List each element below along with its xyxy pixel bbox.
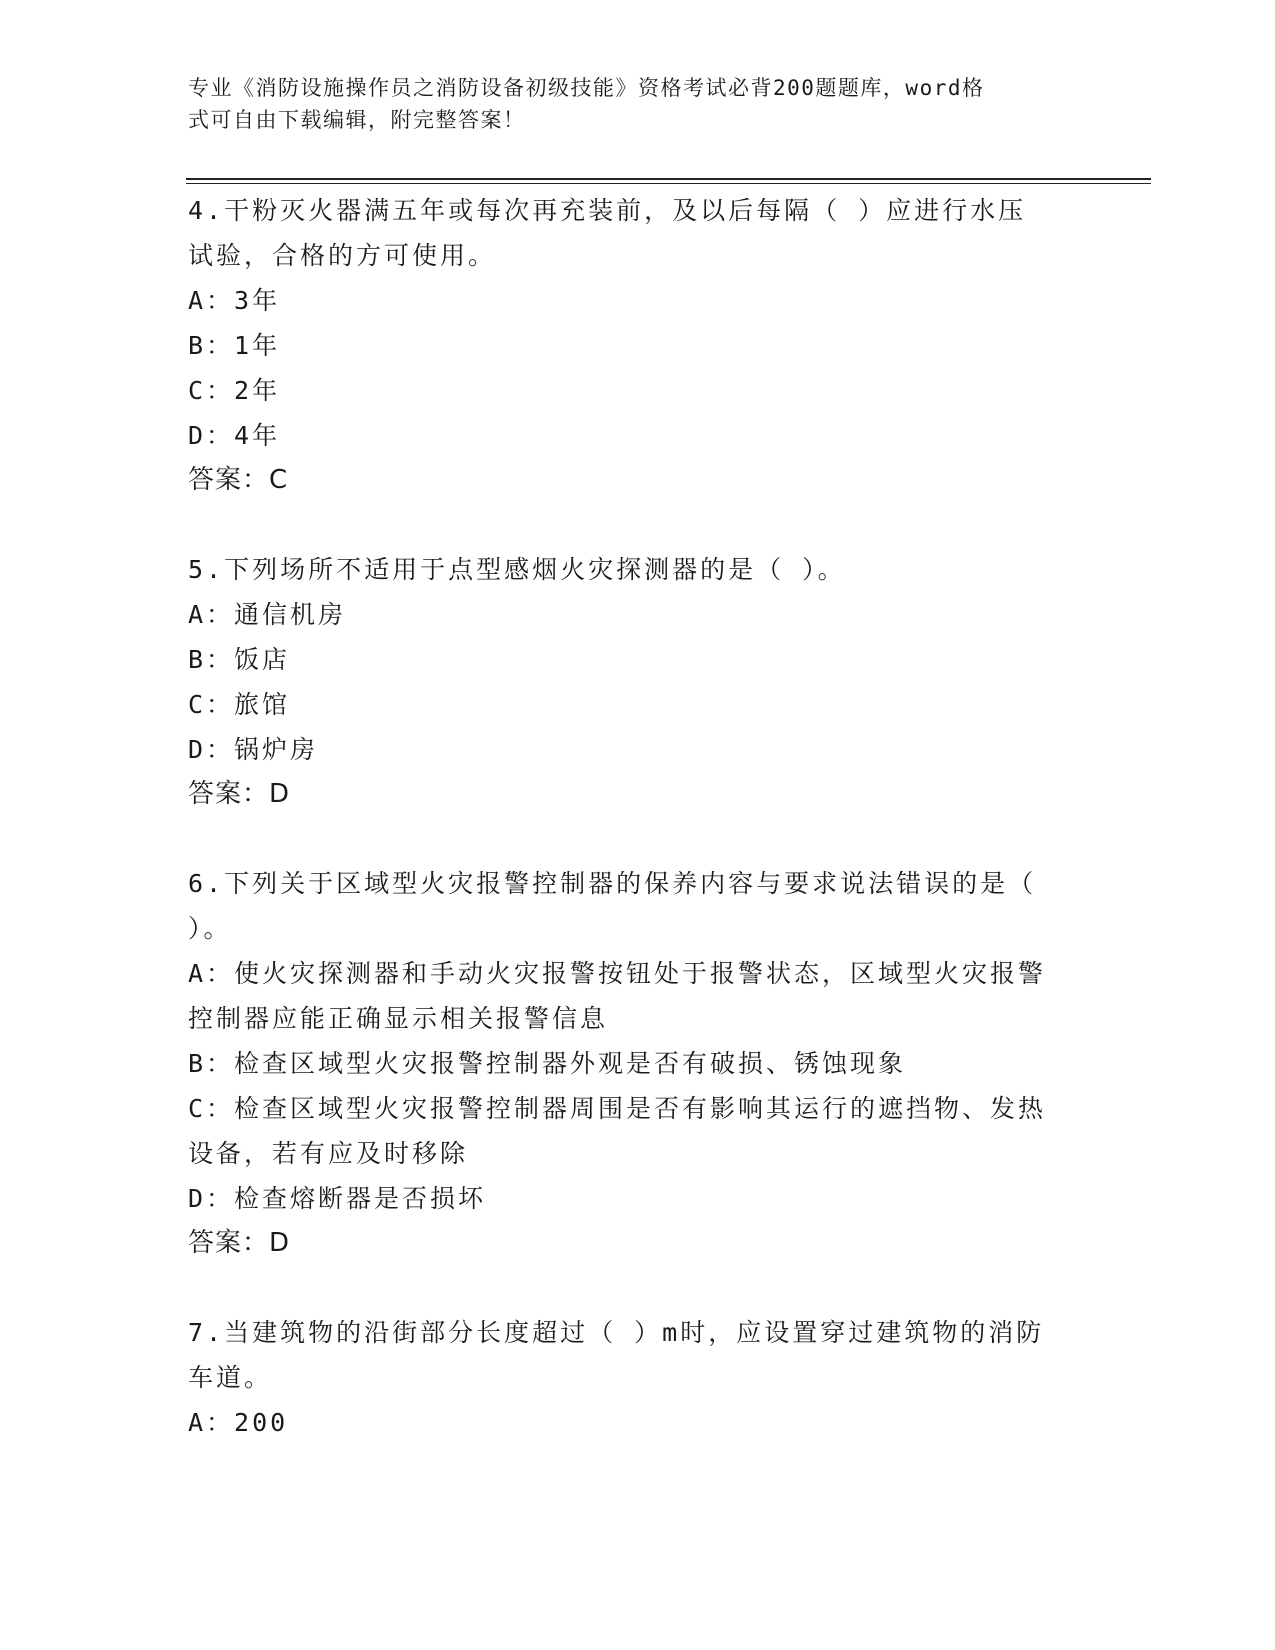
question-stem: 试验，合格的方可使用。 [188,241,497,270]
question-stem: 7.当建筑物的沿街部分长度超过（ ）m时，应设置穿过建筑物的消防 [188,1318,1045,1347]
option-c: C：检查区域型火灾报警控制器周围是否有影响其运行的遮挡物、发热 [188,1094,1047,1123]
question-stem: 5.下列场所不适用于点型感烟火灾探测器的是（ ）。 [188,555,846,584]
header-line-2: 式可自由下载编辑，附完整答案！ [188,108,526,132]
question-stem: 4.干粉灭火器满五年或每次再充装前，及以后每隔（ ）应进行水压 [188,196,1027,225]
option-d: D：检查熔断器是否损坏 [188,1184,487,1213]
option-c-cont: 设备，若有应及时移除 [188,1139,469,1168]
question-4 [188,188,1088,503]
option-a: A：通信机房 [188,600,347,629]
header-divider [186,178,1151,184]
option-c: C：旅馆 [188,690,291,719]
option-c: C：2年 [188,376,281,405]
answer: 答案：D [188,779,291,809]
question-5 [188,547,1088,817]
question-stem: 车道。 [188,1363,273,1392]
question-stem: 6.下列关于区域型火灾报警控制器的保养内容与要求说法错误的是（ [188,869,1037,898]
option-a-cont: 控制器应能正确显示相关报警信息 [188,1004,609,1033]
option-a: A：3年 [188,286,281,315]
document-header [188,72,1068,136]
question-list [188,188,1088,1489]
option-a: A：使火灾探测器和手动火灾报警按钮处于报警状态，区域型火灾报警 [188,959,1047,988]
option-b: B：饭店 [188,645,291,674]
option-d: D：4年 [188,421,281,450]
option-a: A：200 [188,1408,289,1437]
question-stem: ）。 [188,914,232,943]
question-6 [188,861,1088,1266]
header-line-1: 专业《消防设施操作员之消防设备初级技能》资格考试必背200题题库，word格 [188,76,985,100]
answer: 答案：D [188,1228,291,1258]
answer: 答案：C [188,465,289,495]
option-b: B：检查区域型火灾报警控制器外观是否有破损、锈蚀现象 [188,1049,907,1078]
option-b: B：1年 [188,331,281,360]
option-d: D：锅炉房 [188,735,319,764]
question-7 [188,1310,1088,1445]
